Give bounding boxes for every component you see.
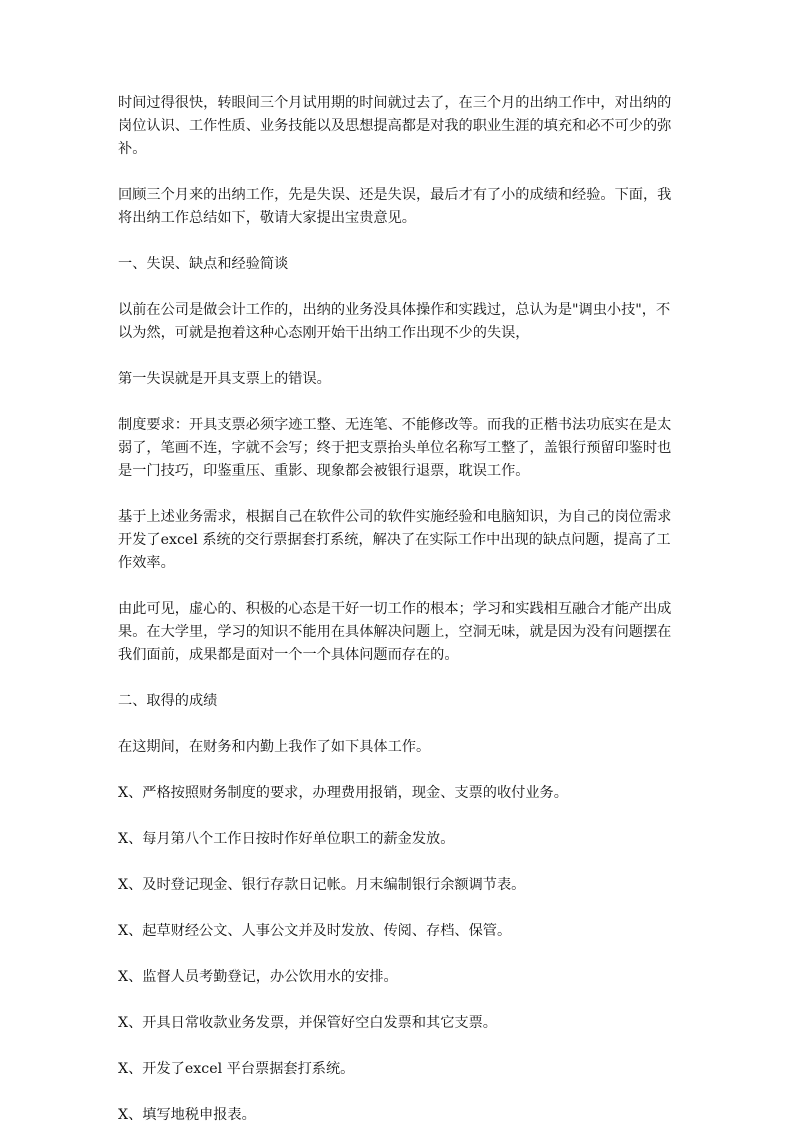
list-item: X、填写地税申报表。 <box>118 1107 256 1123</box>
background-paragraph: 以前在公司是做会计工作的，出纳的业务没具体操作和实践过，总认为是"调虫小技"，不以为然，可就是抱着这种心态刚开始干出纳工作出现不少的失误， <box>118 302 671 341</box>
list-item: X、每月第八个工作日按时作好单位职工的薪金发放。 <box>118 831 455 847</box>
work-intro-paragraph: 在这期间，在财务和内勤上我作了如下具体工作。 <box>118 739 431 755</box>
document-page <box>118 92 680 1127</box>
list-item: X、起草财经公文、人事公文并及时发放、传阅、存档、保管。 <box>118 923 512 939</box>
solution-paragraph: 基于上述业务需求，根据自己在软件公司的软件实施经验和电脑知识，为自己的岗位需求开发了excel 系统的交行票据套打系统，解决了在实际工作中出现的缺点问题，提高了工作效率。 <box>118 509 672 571</box>
section-heading-achievements: 二、取得的成绩 <box>118 693 218 709</box>
rules-paragraph: 制度要求：开具支票必须字迹工整、无连笔、不能修改等。而我的正楷书法功底实在是太弱了，笔画不连，字就不会写；终于把支票抬头单位名称写工整了，盖银行预留印鉴时也是一门技巧，印鉴重压、重影、现象都会被银行退票，耽误工作。 <box>118 417 672 479</box>
list-item: X、开具日常收款业务发票，并保管好空白发票和其它支票。 <box>118 1015 497 1031</box>
first-mistake-paragraph: 第一失误就是开具支票上的错误。 <box>118 371 331 387</box>
list-item: X、开发了excel 平台票据套打系统。 <box>118 1061 355 1077</box>
review-paragraph: 回顾三个月来的出纳工作，先是失误、还是失误，最后才有了小的成绩和经验。下面，我将出纳工作总结如下，敬请大家提出宝贵意见。 <box>118 187 672 226</box>
list-item: X、及时登记现金、银行存款日记帐。月末编制银行余额调节表。 <box>118 877 526 893</box>
list-item: X、监督人员考勤登记，办公饮用水的安排。 <box>118 969 398 985</box>
intro-paragraph: 时间过得很快，转眼间三个月试用期的时间就过去了，在三个月的出纳工作中，对出纳的岗位认识、工作性质、业务技能以及思想提高都是对我的职业生涯的填充和必不可少的弥补。 <box>118 95 672 157</box>
list-item: X、严格按照财务制度的要求，办理费用报销，现金、支票的收付业务。 <box>118 785 568 801</box>
section-heading-mistakes: 一、失误、缺点和经验简谈 <box>118 256 289 272</box>
conclusion-paragraph: 由此可见，虚心的、积极的心态是干好一切工作的根本；学习和实践相互融合才能产出成果。在大学里，学习的知识不能用在具体解决问题上，空洞无味，就是因为没有问题摆在我们面前，成果都是面对一个一个具体问题而存在的。 <box>118 601 672 663</box>
